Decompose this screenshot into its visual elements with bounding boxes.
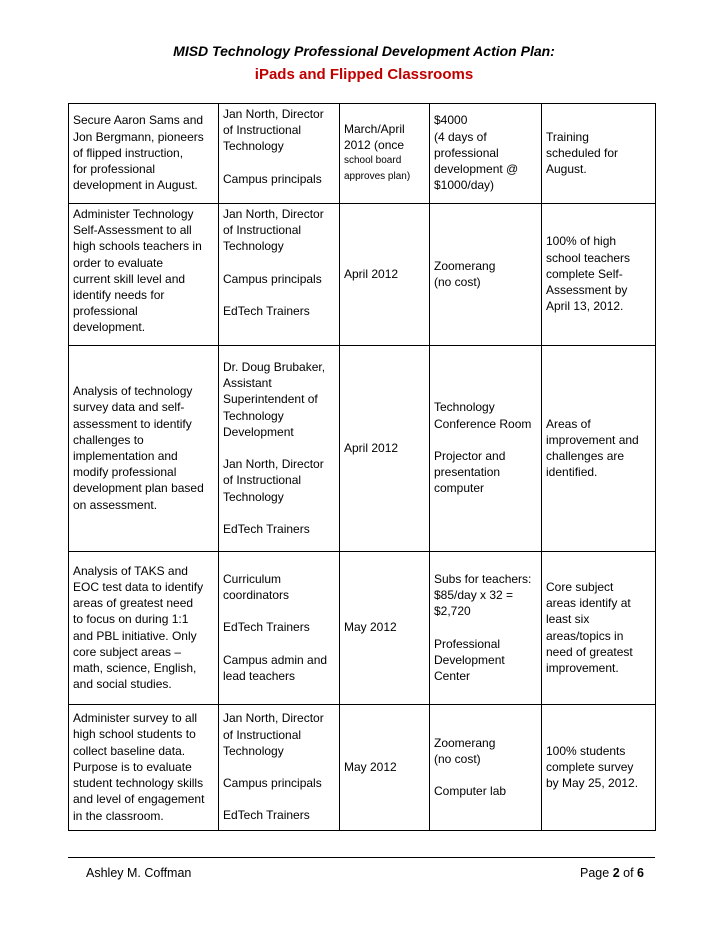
cell-text-line: (no cost) (434, 751, 481, 766)
blank-line (223, 759, 335, 775)
cell-text-line: Jon Bergmann, pioneers (73, 129, 204, 144)
cell-text-line: 100% of high (546, 234, 617, 249)
cell-text-line: Campus admin and (223, 652, 328, 667)
cell-text-line: for professional (73, 162, 156, 177)
resources-cell (430, 552, 542, 705)
blank-line (434, 767, 537, 783)
cell-text-line: Zoomerang (434, 258, 496, 273)
cell-text-line: Superintendent of (223, 392, 318, 407)
activity-cell (69, 552, 219, 705)
cell-text-line: identify needs for (73, 288, 165, 303)
cell-text-line: areas identify at (546, 596, 631, 611)
cell-text-line: August. (546, 162, 587, 177)
cell-text-line: coordinators (223, 588, 290, 602)
timeline-cell (340, 705, 430, 831)
cell-text-line: Assessment by (546, 283, 628, 298)
page-current: 2 (612, 866, 620, 880)
cell-text-line: development. (73, 320, 146, 335)
activity-cell (69, 204, 219, 346)
cell-text-line: areas/topics in (546, 628, 624, 643)
cell-text-line: areas of greatest need (73, 596, 194, 611)
resources-cell (430, 204, 542, 346)
cell-text-line: Purpose is to evaluate (73, 759, 192, 774)
cell-text-line: Campus principals (223, 776, 322, 791)
cell-text-line: (4 days of (434, 129, 487, 144)
cell-text-line: development @ (434, 162, 519, 177)
activity-cell (69, 346, 219, 552)
cell-text-line: approves plan) (344, 171, 411, 183)
cell-text-line: Development (223, 424, 294, 439)
cell-text-line: on assessment. (73, 497, 158, 512)
table-row (69, 204, 656, 346)
cell-text-line: student technology skills (73, 776, 204, 791)
cell-text-line: collect baseline data. (73, 743, 186, 758)
cell-text-line: Development (434, 652, 505, 667)
resources-cell (430, 705, 542, 831)
cell-text-line: EdTech Trainers (223, 808, 310, 823)
cell-text-line: in the classroom. (73, 808, 164, 823)
cell-text-line: Assistant (223, 376, 272, 391)
responsible-cell (219, 204, 340, 346)
cell-text-line: Technology (223, 139, 284, 154)
cell-text-line: survey data and self- (73, 400, 185, 415)
cell-text-line: development plan based (73, 481, 204, 496)
timeline-cell (340, 204, 430, 346)
cell-text-line: lead teachers (223, 668, 296, 683)
cell-text-line: March/April (344, 121, 405, 136)
cell-text-line: improvement. (546, 660, 619, 675)
blank-line (223, 636, 335, 652)
action-plan-table (68, 103, 656, 831)
cell-text-line: complete Self- (546, 266, 623, 281)
cell-text-line: $2,720 (434, 604, 471, 619)
cell-text-line: of Instructional (223, 123, 302, 138)
cell-text-line: EdTech Trainers (223, 304, 310, 319)
blank-line (223, 603, 335, 619)
cell-text-line: development in August. (73, 178, 198, 193)
cell-text-line: EOC test data to identify (73, 579, 204, 594)
blank-line (223, 255, 335, 271)
cell-text-line: EdTech Trainers (223, 521, 310, 536)
table-row (69, 705, 656, 831)
cell-text-line: EdTech Trainers (223, 620, 310, 635)
timeline-cell (340, 346, 430, 552)
blank-line (223, 155, 335, 171)
cell-text-line: Secure Aaron Sams and (73, 113, 204, 128)
cell-text-line: computer (434, 481, 485, 496)
cell-text-line: least six (546, 612, 590, 627)
blank-line (223, 791, 335, 807)
cell-text-line: Center (434, 669, 471, 683)
table-row (69, 104, 656, 204)
footer-author: Ashley M. Coffman (86, 866, 192, 880)
cell-text-line: order to evaluate (73, 255, 164, 270)
blank-line (434, 619, 537, 635)
cell-text-line: Technology (434, 400, 495, 415)
cell-text-line: of Instructional (223, 727, 302, 742)
cell-text-line: by May 25, 2012. (546, 776, 639, 791)
cell-text-line: Administer Technology (73, 207, 194, 221)
cell-text-line: and PBL initiative. Only (73, 628, 197, 643)
page-word: Page (580, 866, 610, 880)
cell-text-line: Computer lab (434, 784, 507, 799)
cell-text-line: high school students to (73, 727, 196, 742)
cell-text-line: and level of engagement (73, 792, 205, 807)
cell-text-line: complete survey (546, 759, 634, 774)
cell-text-line: Jan North, Director (223, 457, 324, 472)
cell-text-line: Self-Assessment to all (73, 223, 192, 238)
cell-text-line: Technology (223, 239, 284, 254)
cell-text-line: Subs for teachers: (434, 571, 532, 586)
cell-text-line: core subject areas – (73, 644, 182, 659)
cell-text-line: May 2012 (344, 759, 397, 774)
cell-text-line: $4000 (434, 113, 468, 128)
cell-text-line: of Instructional (223, 473, 302, 488)
responsible-cell (219, 705, 340, 831)
evaluation-cell (542, 204, 656, 346)
cell-text-line: math, science, English, (73, 660, 197, 675)
activity-cell (69, 705, 219, 831)
cell-text-line: improvement and (546, 432, 639, 447)
cell-text-line: to focus on during 1:1 (73, 612, 189, 627)
cell-text-line: challenges to (73, 432, 144, 447)
table-row (69, 346, 656, 552)
table-row (69, 552, 656, 705)
cell-text-line: of Instructional (223, 223, 302, 238)
resources-cell (430, 346, 542, 552)
cell-text-line: Projector and (434, 448, 506, 463)
timeline-cell (340, 104, 430, 204)
cell-text-line: Technology (223, 743, 284, 758)
cell-text-line: (no cost) (434, 275, 481, 289)
cell-text-line: challenges are (546, 449, 625, 463)
cell-text-line: scheduled for (546, 145, 619, 160)
footer-page-number (580, 866, 644, 880)
cell-text-line: presentation (434, 465, 501, 480)
cell-text-line: need of greatest (546, 644, 633, 659)
cell-text-line: Campus principals (223, 271, 322, 286)
evaluation-cell (542, 705, 656, 831)
cell-text-line: Technology (223, 408, 284, 423)
cell-text-line: 100% students (546, 743, 626, 758)
cell-text-line: high schools teachers in (73, 239, 202, 254)
cell-text-line: Analysis of technology (73, 384, 193, 399)
cell-text-line: 2012 (once (344, 137, 405, 152)
blank-line (223, 287, 335, 303)
cell-text-line: April 2012 (344, 440, 399, 455)
page-title: MISD Technology Professional Development Action Plan: (173, 43, 555, 59)
evaluation-cell (542, 104, 656, 204)
evaluation-cell (542, 552, 656, 705)
cell-text-line: modify professional (73, 465, 177, 480)
cell-text-line: Conference Room (434, 416, 532, 431)
cell-text-line: May 2012 (344, 620, 397, 635)
cell-text-line: Technology (223, 489, 284, 504)
page-subtitle: iPads and Flipped Classrooms (254, 66, 474, 83)
cell-text-line: school teachers (546, 250, 631, 265)
cell-text-line: Training (546, 129, 589, 144)
cell-text-line: Zoomerang (434, 735, 496, 750)
responsible-cell (219, 104, 340, 204)
blank-line (434, 432, 537, 448)
cell-text-line: Curriculum (223, 571, 282, 586)
cell-text-line: $85/day x 32 = (434, 588, 514, 602)
activity-cell (69, 104, 219, 204)
cell-text-line: Jan North, Director (223, 207, 324, 221)
cell-text-line: Core subject (546, 579, 614, 594)
of-word: of (623, 866, 634, 880)
cell-text-line: Analysis of TAKS and (73, 563, 188, 578)
cell-text-line: Campus principals (223, 171, 322, 186)
cell-text-line: Areas of (546, 416, 591, 431)
blank-line (223, 505, 335, 521)
cell-text-line: implementation and (73, 449, 178, 463)
cell-text-line: Administer survey to all (73, 711, 198, 726)
cell-text-line: April 13, 2012. (546, 299, 624, 314)
cell-text-line: Professional (434, 636, 501, 651)
cell-text-line: Jan North, Director (223, 107, 324, 121)
timeline-cell (340, 552, 430, 705)
cell-text-line: identified. (546, 465, 598, 480)
cell-text-line: professional (434, 145, 499, 160)
cell-text-line: of flipped instruction, (73, 145, 184, 160)
responsible-cell (219, 346, 340, 552)
cell-text-line: Dr. Doug Brubaker, (223, 359, 326, 374)
cell-text-line: Jan North, Director (223, 711, 324, 726)
cell-text-line: current skill level and (73, 271, 186, 286)
cell-text-line: $1000/day) (434, 178, 495, 193)
responsible-cell (219, 552, 340, 705)
blank-line (223, 440, 335, 456)
cell-text-line: assessment to identify (73, 416, 192, 431)
resources-cell (430, 104, 542, 204)
footer-divider (68, 857, 655, 858)
page-total: 6 (637, 866, 644, 880)
cell-text-line: April 2012 (344, 266, 399, 281)
evaluation-cell (542, 346, 656, 552)
cell-text-line: professional (73, 304, 138, 319)
cell-text-line: school board (344, 155, 402, 166)
cell-text-line: and social studies. (73, 677, 172, 692)
